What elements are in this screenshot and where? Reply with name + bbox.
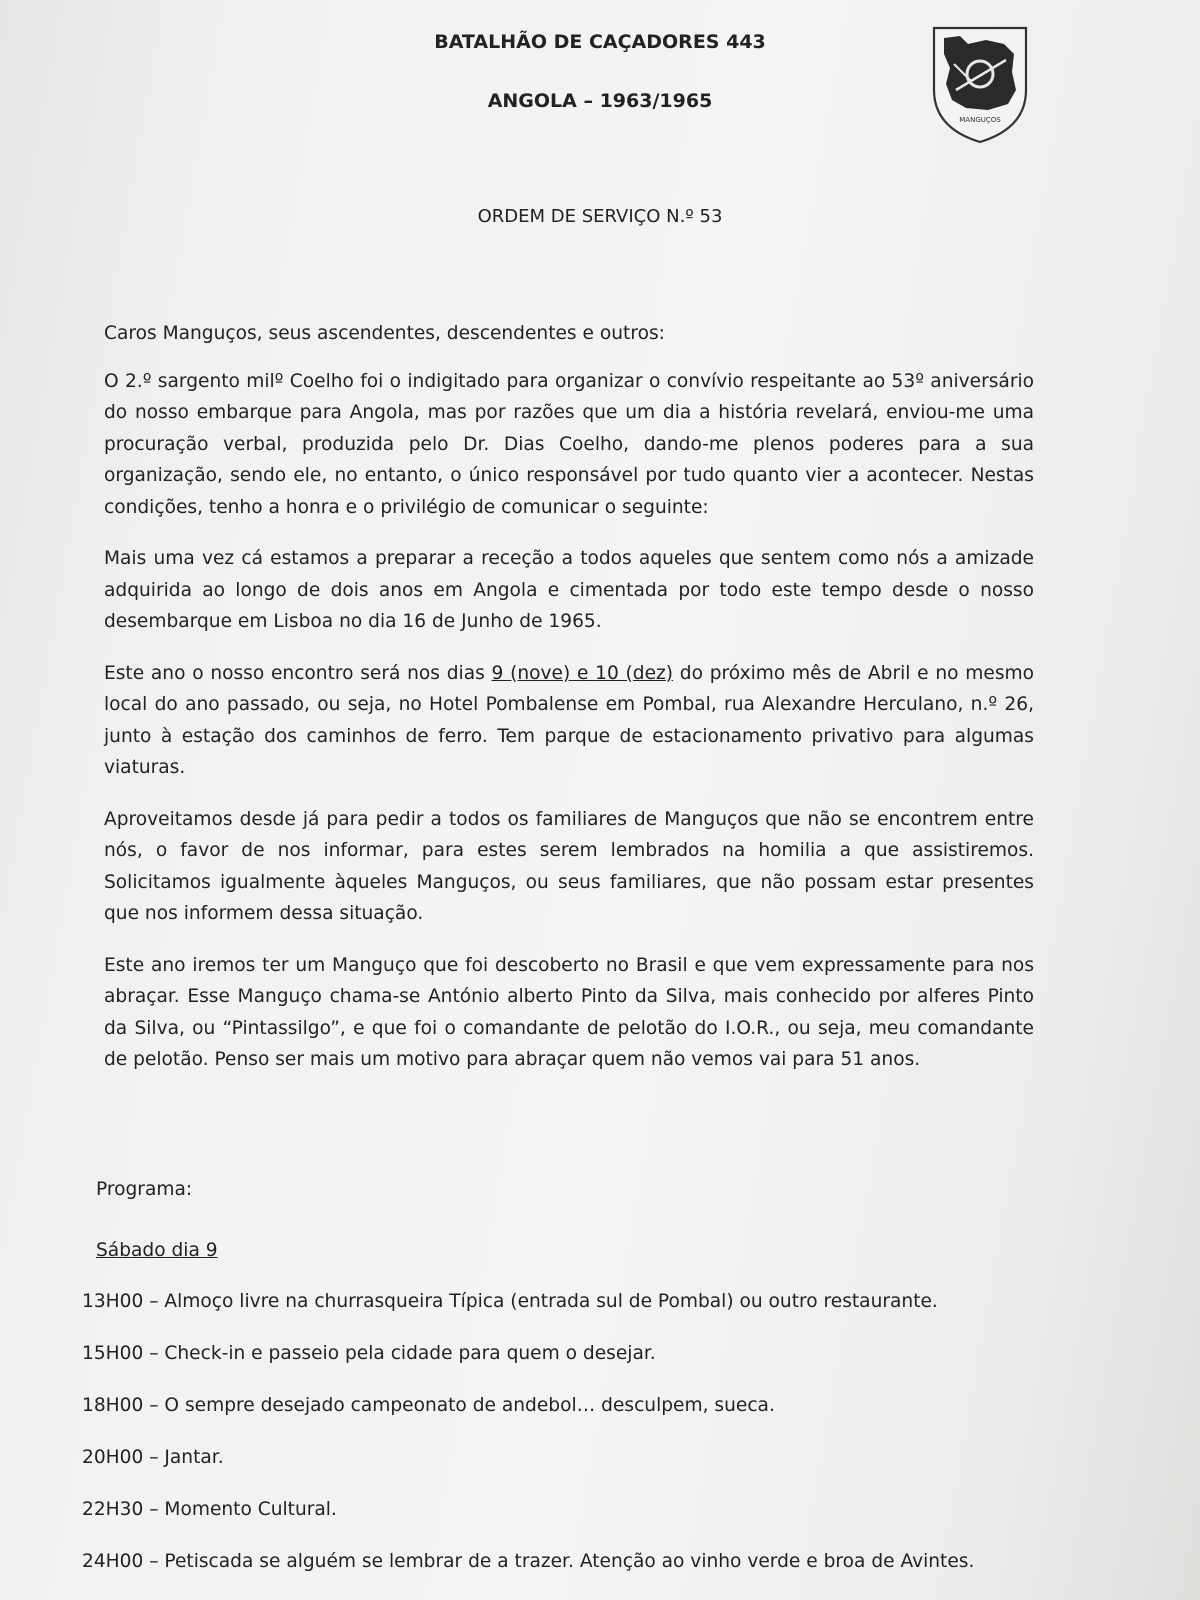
battalion-title: BATALHÃO DE CAÇADORES 443 bbox=[434, 31, 766, 53]
greeting: Caros Manguços, seus ascendentes, descendentes e outros: bbox=[104, 323, 665, 344]
paragraph-family-request: Aproveitamos desde já para pedir a todos os familiares de Manguços que não se encontrem entre nós, o favor de nos informar, para estes serem lembrados na homilia a que assistiremos. Solicitamos igualmente àqueles Manguços, ou seus familiares, que não possam estar presentes que nos informem dessa situação. bbox=[104, 808, 1034, 924]
schedule-list bbox=[82, 1291, 1082, 1600]
letter-body bbox=[104, 318, 1034, 1096]
schedule-item: 22H30 – Momento Cultural. bbox=[82, 1499, 337, 1520]
battalion-emblem-icon bbox=[928, 24, 1032, 146]
schedule-item: 20H00 – Jantar. bbox=[82, 1447, 224, 1468]
svg-text:MANGUÇOS: MANGUÇOS bbox=[959, 116, 1001, 124]
paragraph-organizer: O 2.º sargento milº Coelho foi o indigitado para organizar o convívio respeitante ao 53º aniversário do nosso embarque para Angola, mas por razões que um dia a história revelará, enviou-me uma procuração verbal, produzida pelo Dr. Dias Coelho, dando-me plenos poderes para a sua organização, sendo ele, no entanto, o único responsável por tudo quanto vier a acontecer. Nestas condições, tenho a honra e o privilégio de comunicar o seguinte: bbox=[104, 370, 1034, 518]
place-period-title: ANGOLA – 1963/1965 bbox=[487, 90, 713, 112]
paragraph-special-guest: Este ano iremos ter um Manguço que foi descoberto no Brasil e que vem expressamente para nos abraçar. Esse Manguço chama-se António alberto Pinto da Silva, mais conhecido por alferes Pinto da Silva, ou “Pintassilgo”, e que foi o comandante de pelotão do I.O.R., ou seja, meu comandante de pelotão. Penso ser mais um motivo para abraçar quem não vemos vai para 51 anos. bbox=[104, 954, 1034, 1070]
program-label: Programa: bbox=[96, 1179, 193, 1200]
schedule-item: 15H00 – Check-in e passeio pela cidade para quem o desejar. bbox=[82, 1343, 656, 1364]
schedule-item: 24H00 – Petiscada se alguém se lembrar de a trazer. Atenção ao vinho verde e broa de Avintes. bbox=[82, 1551, 975, 1572]
day-heading: Sábado dia 9 bbox=[96, 1240, 218, 1261]
schedule-item: 18H00 – O sempre desejado campeonato de andebol… desculpem, sueca. bbox=[82, 1395, 775, 1416]
meeting-location: do próximo mês de Abril e no mesmo local do ano passado, ou seja, no Hotel Pombalense em Pombal, rua Alexandre Herculano, n.º 26, junto à estação dos caminhos de ferro. Tem parque de estacionamento privativo para algumas viaturas. bbox=[104, 662, 1034, 778]
paragraph-reception: Mais uma vez cá estamos a preparar a receção a todos aqueles que sentem como nós a amizade adquirida ao longo de dois anos em Angola e cimentada por todo este tempo desde o nosso desembarque em Lisboa no dia 16 de Junho de 1965. bbox=[104, 548, 1034, 632]
schedule-item: 13H00 – Almoço livre na churrasqueira Típica (entrada sul de Pombal) ou outro restaurante. bbox=[82, 1291, 938, 1312]
paragraph-meeting-details bbox=[104, 658, 1034, 784]
service-order-title: ORDEM DE SERVIÇO N.º 53 bbox=[477, 206, 723, 227]
meeting-intro: Este ano o nosso encontro será nos dias bbox=[104, 662, 492, 684]
meeting-dates: 9 (nove) e 10 (dez) bbox=[491, 662, 674, 684]
